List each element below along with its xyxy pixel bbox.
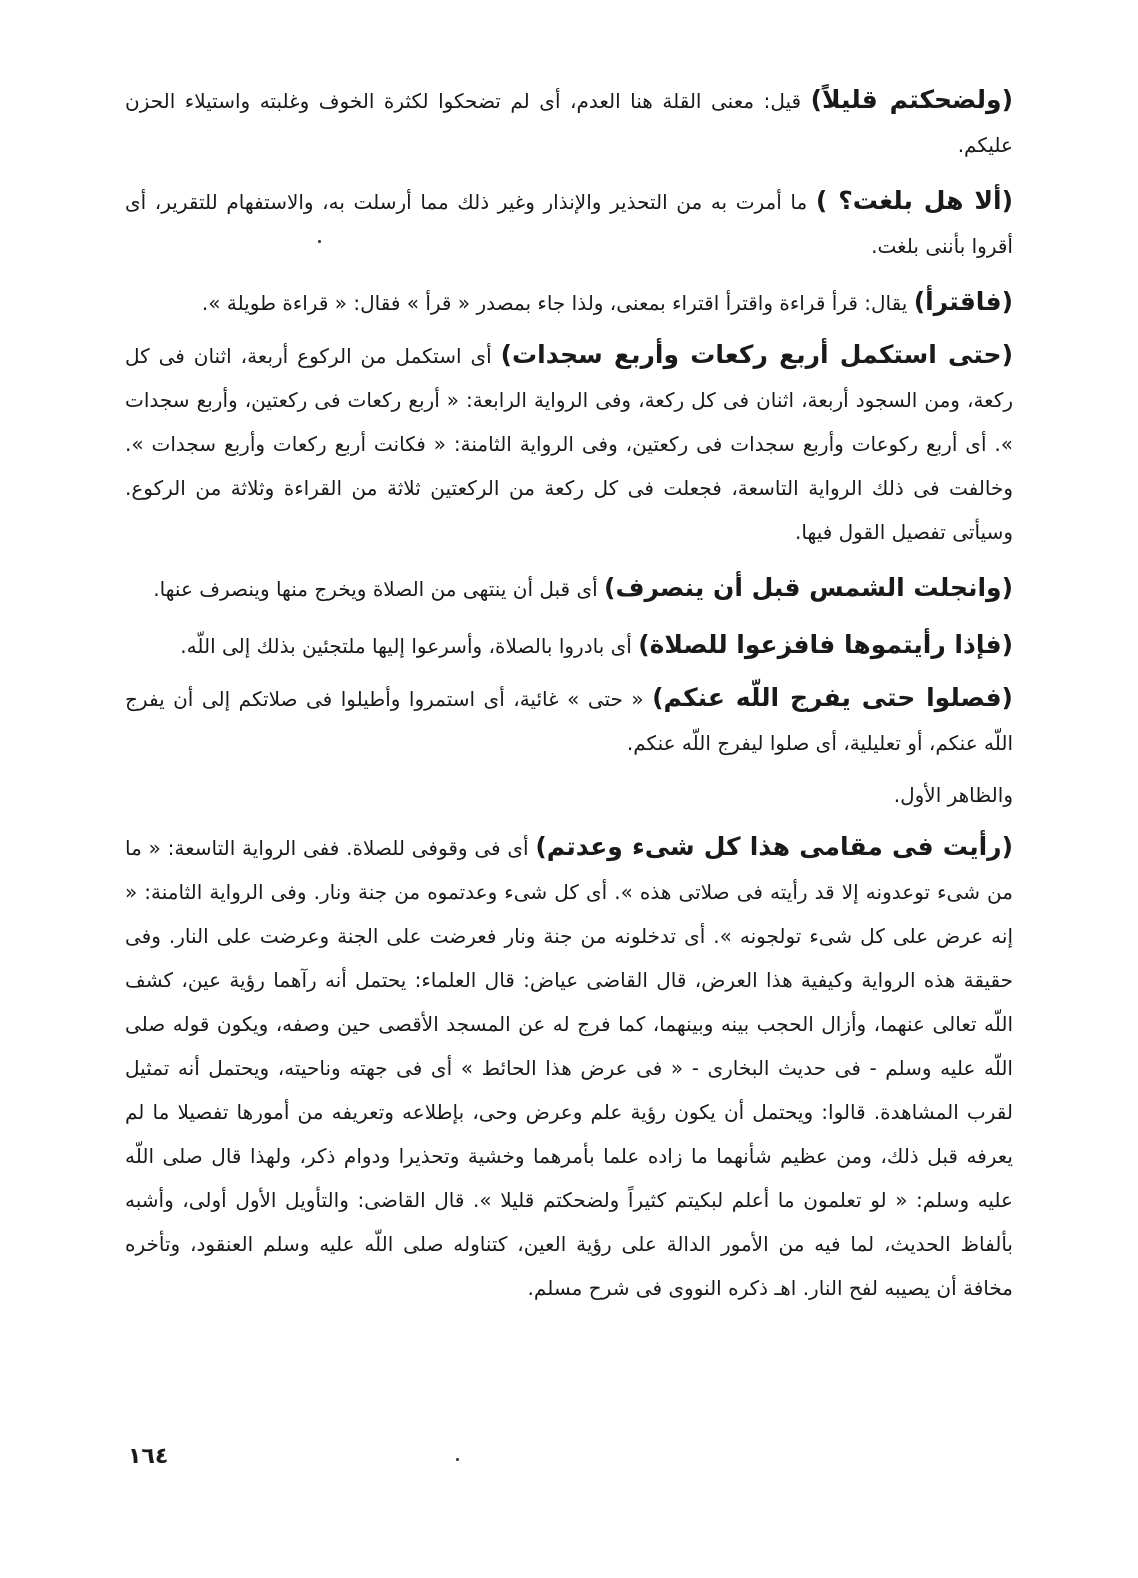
paragraph-4: [125, 333, 1013, 554]
paragraph-9-text: أى فى وقوفى للصلاة. ففى الرواية التاسعة: « ما من شىء توعدونه إلا قد رأيته فى صلاتى هذه ». أى كل شىء وعدتموه من جنة ونار. وفى الرواية الثامنة: « إنه عرض على كل شىء تولجونه ». أى تدخلونه من جنة ونار فعرضت على الجنة وعرضت على النار. وفى حقيقة هذه الرواية وكيفية هذا العرض، قال القاضى عياض: قال العلماء: يحتمل أنه رآهما رؤية عين، كشف اللّه تعالى عنهما، وأزال الحجب بينه وبينهما، كما فرج له عن المسجد الأقصى حين وصفه، ويكون قوله صلى اللّه عليه وسلم - فى حديث البخارى - « فى عرض هذا الحائط » أى فى جهته وناحيته، ويحتمل أنه تمثيل لقرب المشاهدة. قالوا: ويحتمل أن يكون رؤية علم وعرض وحى، بإطلاعه وتعريفه من أمورها تفصيلا ما لم يعرفه قبل ذلك، ومن عظيم شأنهما ما زاده علما بأمرهما وخشية وتحذيرا ودوام ذكر، ولهذا قال صلى اللّه عليه وسلم: « لو تعلمون ما أعلم لبكيتم كثيراً ولضحكتم قليلا ». قال القاضى: والتأويل الأول أولى، وأشبه بألفاظ الحديث، لما فيه من الأمور الدالة على رؤية العين، كتناوله صلى اللّه عليه وسلم العنقود، وتأخره مخافة أن يصيبه لفح النار. اهـ ذكره النووى فى شرح مسلم.: [125, 836, 1013, 1300]
page-body: [125, 78, 1013, 1322]
paragraph-2-heading: (ألا هل بلغت؟ ): [815, 186, 1013, 215]
paragraph-7-heading: (فصلوا حتى يفرج اللّه عنكم): [652, 683, 1013, 712]
print-speck: [318, 240, 321, 243]
paragraph-6-text: أى بادروا بالصلاة، وأسرعوا إليها ملتجئين بذلك إلى اللّه.: [180, 634, 639, 658]
paragraph-1: [125, 78, 1013, 167]
page-number: ١٦٤: [128, 1444, 169, 1469]
paragraph-9: [125, 825, 1013, 1310]
paragraph-8: [125, 773, 1013, 817]
paragraph-1-text: قيل: معنى القلة هنا العدم، أى لم تضحكوا لكثرة الخوف وغلبته واستيلاء الحزن عليكم.: [125, 89, 1013, 157]
paragraph-3-text: يقال: قرأ قراءة واقترأ اقتراء بمعنى، ولذا جاء بمصدر « قرأ » فقال: « قراءة طويلة ».: [201, 291, 914, 315]
paragraph-6: [125, 623, 1013, 668]
paragraph-5: [125, 566, 1013, 611]
paragraph-3-heading: (فاقترأ): [913, 287, 1013, 316]
paragraph-4-heading: (حتى استكمل أربع ركعات وأربع سجدات): [500, 340, 1014, 369]
paragraph-7-text: « حتى » غائية، أى استمروا وأطيلوا فى صلاتكم إلى أن يفرج اللّه عنكم، أو تعليلية، أى صلوا ليفرج اللّه عنكم.: [125, 687, 1013, 755]
paragraph-8-text: والظاهر الأول.: [893, 783, 1013, 807]
paragraph-1-heading: (ولضحكتم قليلاً): [810, 85, 1013, 114]
paragraph-2-text: ما أمرت به من التحذير والإنذار وغير ذلك مما أرسلت به، والاستفهام للتقرير، أى أقروا بأننى بلغت.: [125, 190, 1013, 258]
paragraph-5-heading: (وانجلت الشمس قبل أن ينصرف): [604, 573, 1013, 602]
paragraph-6-heading: (فإذا رأيتموها فافزعوا للصلاة): [638, 630, 1013, 659]
paragraph-5-text: أى قبل أن ينتهى من الصلاة ويخرج منها وينصرف عنها.: [153, 577, 605, 601]
paragraph-7: [125, 676, 1013, 765]
paragraph-2: [125, 179, 1013, 268]
paragraph-3: [125, 280, 1013, 325]
paragraph-9-heading: (رأيت فى مقامى هذا كل شىء وعدتم): [535, 832, 1013, 861]
print-speck: [456, 1458, 459, 1461]
paragraph-4-text: أى استكمل من الركوع أربعة، اثنان فى كل ركعة، ومن السجود أربعة، اثنان فى كل ركعة، وفى الرواية الرابعة: « أربع ركعات فى ركعتين، وأربع سجدات ». أى أربع ركوعات وأربع سجدات فى ركعتين، وفى الرواية الثامنة: « فكانت أربع ركعات وأربع سجدات ». وخالفت فى ذلك الرواية التاسعة، فجعلت فى كل ركعة من الركعتين ثلاثة من القراءة وثلاثة من الركوع. وسيأتى تفصيل القول فيها.: [125, 344, 1013, 544]
